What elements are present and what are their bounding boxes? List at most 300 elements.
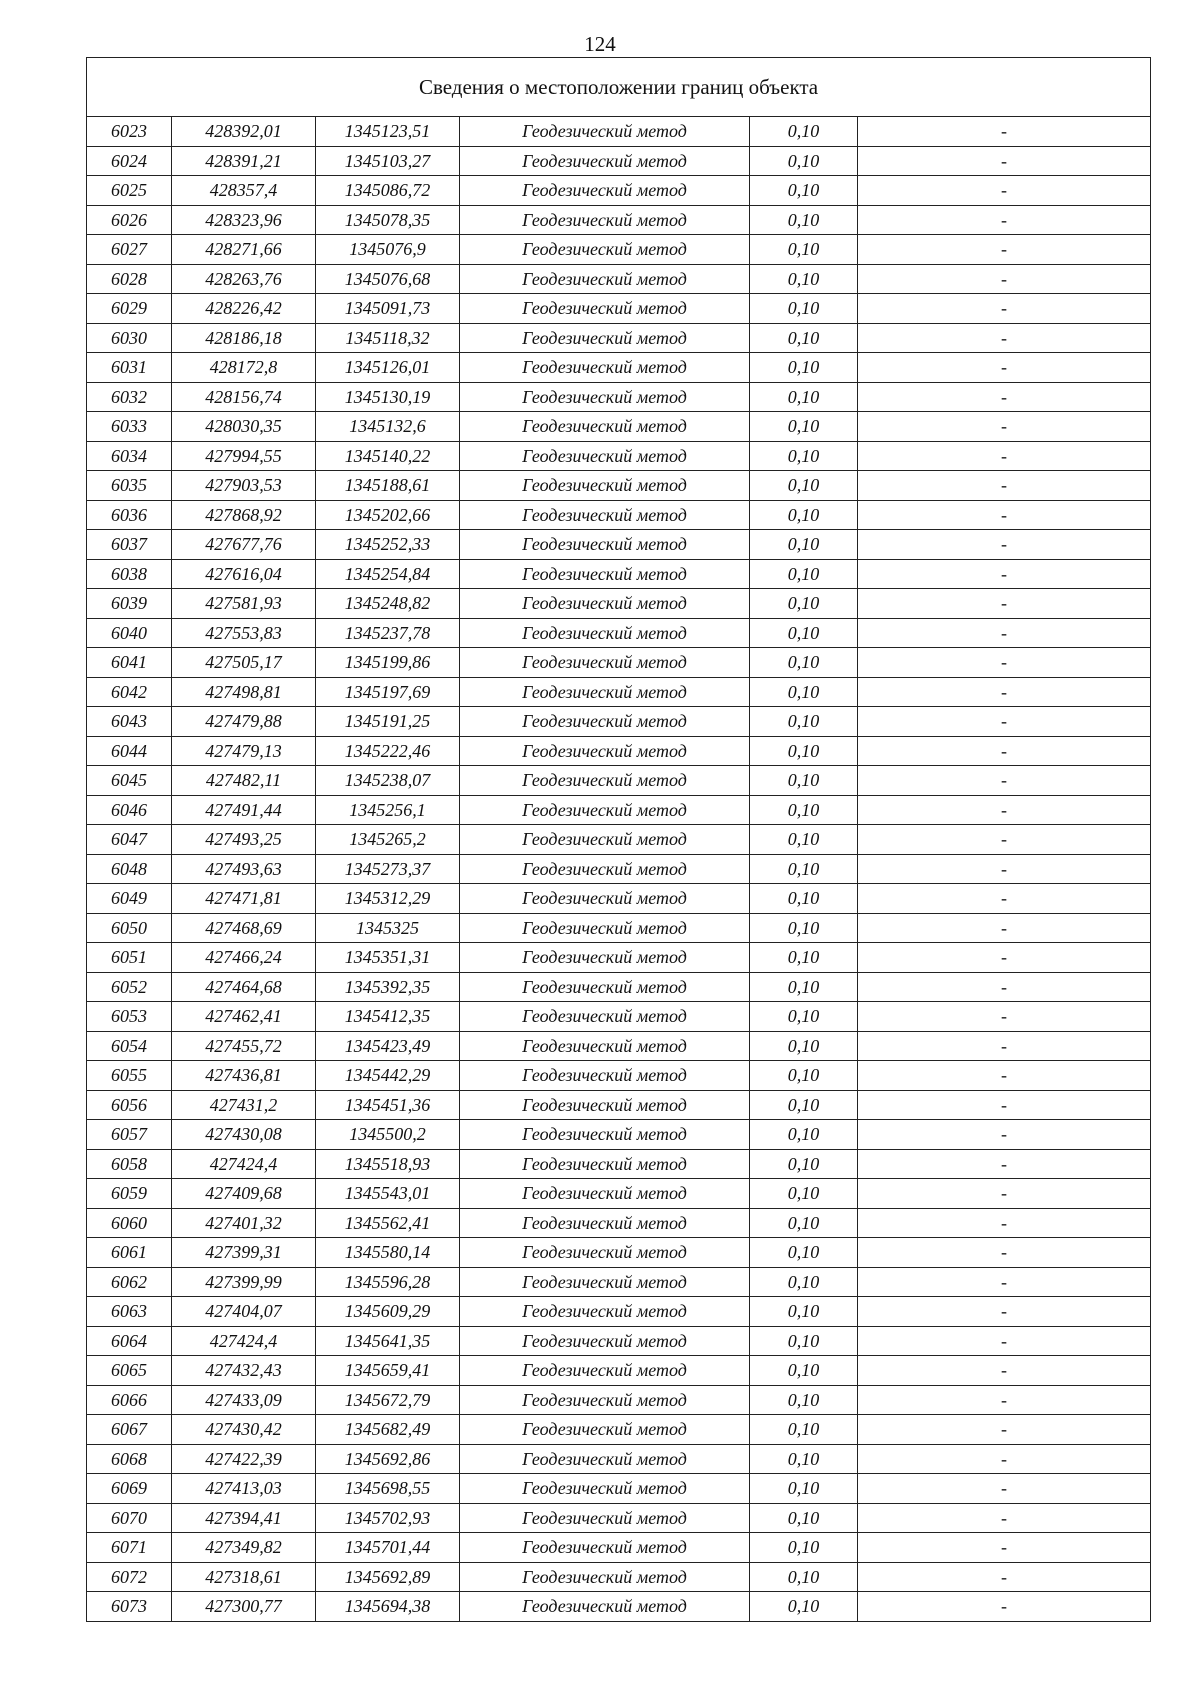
y-coordinate-cell: 1345130,19 [316, 382, 460, 412]
description-cell: - [858, 500, 1151, 530]
table-row [87, 1002, 1151, 1032]
y-coordinate-cell: 1345392,35 [316, 972, 460, 1002]
point-number-cell: 6044 [87, 736, 172, 766]
description-cell: - [858, 766, 1151, 796]
point-number-cell: 6032 [87, 382, 172, 412]
x-coordinate-cell: 428030,35 [172, 412, 316, 442]
description-cell: - [858, 264, 1151, 294]
table-row [87, 648, 1151, 678]
accuracy-cell: 0,10 [750, 353, 858, 383]
description-cell: - [858, 235, 1151, 265]
accuracy-cell: 0,10 [750, 1297, 858, 1327]
point-number-cell: 6058 [87, 1149, 172, 1179]
point-number-cell: 6023 [87, 117, 172, 147]
table-title-row [87, 58, 1151, 117]
method-cell: Геодезический метод [460, 677, 750, 707]
accuracy-cell: 0,10 [750, 1208, 858, 1238]
table-row [87, 559, 1151, 589]
accuracy-cell: 0,10 [750, 1385, 858, 1415]
table-row [87, 1444, 1151, 1474]
accuracy-cell: 0,10 [750, 1238, 858, 1268]
x-coordinate-cell: 427868,92 [172, 500, 316, 530]
x-coordinate-cell: 427318,61 [172, 1562, 316, 1592]
point-number-cell: 6036 [87, 500, 172, 530]
x-coordinate-cell: 427404,07 [172, 1297, 316, 1327]
boundary-coordinates-table [86, 57, 1151, 1622]
y-coordinate-cell: 1345252,33 [316, 530, 460, 560]
accuracy-cell: 0,10 [750, 913, 858, 943]
table-row [87, 618, 1151, 648]
description-cell: - [858, 1326, 1151, 1356]
x-coordinate-cell: 427498,81 [172, 677, 316, 707]
table-row [87, 1474, 1151, 1504]
y-coordinate-cell: 1345518,93 [316, 1149, 460, 1179]
description-cell: - [858, 294, 1151, 324]
point-number-cell: 6072 [87, 1562, 172, 1592]
description-cell: - [858, 412, 1151, 442]
accuracy-cell: 0,10 [750, 795, 858, 825]
description-cell: - [858, 1149, 1151, 1179]
accuracy-cell: 0,10 [750, 825, 858, 855]
method-cell: Геодезический метод [460, 884, 750, 914]
method-cell: Геодезический метод [460, 176, 750, 206]
method-cell: Геодезический метод [460, 1179, 750, 1209]
accuracy-cell: 0,10 [750, 1149, 858, 1179]
description-cell: - [858, 884, 1151, 914]
method-cell: Геодезический метод [460, 1474, 750, 1504]
y-coordinate-cell: 1345118,32 [316, 323, 460, 353]
y-coordinate-cell: 1345500,2 [316, 1120, 460, 1150]
table-row [87, 1179, 1151, 1209]
y-coordinate-cell: 1345254,84 [316, 559, 460, 589]
table-row [87, 353, 1151, 383]
description-cell: - [858, 1444, 1151, 1474]
point-number-cell: 6051 [87, 943, 172, 973]
x-coordinate-cell: 428271,66 [172, 235, 316, 265]
method-cell: Геодезический метод [460, 648, 750, 678]
description-cell: - [858, 1533, 1151, 1563]
accuracy-cell: 0,10 [750, 1562, 858, 1592]
point-number-cell: 6042 [87, 677, 172, 707]
table-row [87, 1415, 1151, 1445]
y-coordinate-cell: 1345132,6 [316, 412, 460, 442]
method-cell: Геодезический метод [460, 559, 750, 589]
description-cell: - [858, 1238, 1151, 1268]
table-row [87, 884, 1151, 914]
description-cell: - [858, 530, 1151, 560]
method-cell: Геодезический метод [460, 943, 750, 973]
table-row [87, 943, 1151, 973]
method-cell: Геодезический метод [460, 1149, 750, 1179]
method-cell: Геодезический метод [460, 1356, 750, 1386]
point-number-cell: 6059 [87, 1179, 172, 1209]
table-row [87, 1503, 1151, 1533]
method-cell: Геодезический метод [460, 323, 750, 353]
accuracy-cell: 0,10 [750, 589, 858, 619]
table-title: Сведения о местоположении границ объекта [87, 58, 1151, 117]
table-row [87, 795, 1151, 825]
x-coordinate-cell: 427401,32 [172, 1208, 316, 1238]
point-number-cell: 6048 [87, 854, 172, 884]
x-coordinate-cell: 427413,03 [172, 1474, 316, 1504]
method-cell: Геодезический метод [460, 1267, 750, 1297]
description-cell: - [858, 353, 1151, 383]
method-cell: Геодезический метод [460, 117, 750, 147]
method-cell: Геодезический метод [460, 854, 750, 884]
y-coordinate-cell: 1345188,61 [316, 471, 460, 501]
x-coordinate-cell: 427436,81 [172, 1061, 316, 1091]
y-coordinate-cell: 1345412,35 [316, 1002, 460, 1032]
method-cell: Геодезический метод [460, 825, 750, 855]
method-cell: Геодезический метод [460, 795, 750, 825]
accuracy-cell: 0,10 [750, 884, 858, 914]
x-coordinate-cell: 427300,77 [172, 1592, 316, 1622]
x-coordinate-cell: 428391,21 [172, 146, 316, 176]
description-cell: - [858, 1031, 1151, 1061]
method-cell: Геодезический метод [460, 589, 750, 619]
method-cell: Геодезический метод [460, 382, 750, 412]
method-cell: Геодезический метод [460, 766, 750, 796]
point-number-cell: 6064 [87, 1326, 172, 1356]
point-number-cell: 6031 [87, 353, 172, 383]
accuracy-cell: 0,10 [750, 146, 858, 176]
x-coordinate-cell: 427432,43 [172, 1356, 316, 1386]
x-coordinate-cell: 427399,99 [172, 1267, 316, 1297]
description-cell: - [858, 1179, 1151, 1209]
point-number-cell: 6069 [87, 1474, 172, 1504]
x-coordinate-cell: 427349,82 [172, 1533, 316, 1563]
table-row [87, 1562, 1151, 1592]
table-row [87, 854, 1151, 884]
method-cell: Геодезический метод [460, 972, 750, 1002]
description-cell: - [858, 205, 1151, 235]
y-coordinate-cell: 1345256,1 [316, 795, 460, 825]
method-cell: Геодезический метод [460, 146, 750, 176]
table-row [87, 1238, 1151, 1268]
table-row [87, 471, 1151, 501]
x-coordinate-cell: 427482,11 [172, 766, 316, 796]
description-cell: - [858, 1267, 1151, 1297]
table-row [87, 1149, 1151, 1179]
method-cell: Геодезический метод [460, 1444, 750, 1474]
y-coordinate-cell: 1345078,35 [316, 205, 460, 235]
accuracy-cell: 0,10 [750, 972, 858, 1002]
description-cell: - [858, 323, 1151, 353]
point-number-cell: 6033 [87, 412, 172, 442]
x-coordinate-cell: 427491,44 [172, 795, 316, 825]
point-number-cell: 6045 [87, 766, 172, 796]
method-cell: Геодезический метод [460, 1120, 750, 1150]
table-row [87, 736, 1151, 766]
accuracy-cell: 0,10 [750, 766, 858, 796]
table-row [87, 382, 1151, 412]
accuracy-cell: 0,10 [750, 1090, 858, 1120]
description-cell: - [858, 382, 1151, 412]
point-number-cell: 6043 [87, 707, 172, 737]
method-cell: Геодезический метод [460, 441, 750, 471]
y-coordinate-cell: 1345701,44 [316, 1533, 460, 1563]
description-cell: - [858, 146, 1151, 176]
y-coordinate-cell: 1345140,22 [316, 441, 460, 471]
method-cell: Геодезический метод [460, 1090, 750, 1120]
accuracy-cell: 0,10 [750, 736, 858, 766]
accuracy-cell: 0,10 [750, 1120, 858, 1150]
accuracy-cell: 0,10 [750, 412, 858, 442]
method-cell: Геодезический метод [460, 1031, 750, 1061]
y-coordinate-cell: 1345222,46 [316, 736, 460, 766]
table-row [87, 972, 1151, 1002]
accuracy-cell: 0,10 [750, 235, 858, 265]
method-cell: Геодезический метод [460, 1592, 750, 1622]
table-row [87, 1385, 1151, 1415]
x-coordinate-cell: 427422,39 [172, 1444, 316, 1474]
x-coordinate-cell: 428392,01 [172, 117, 316, 147]
point-number-cell: 6067 [87, 1415, 172, 1445]
y-coordinate-cell: 1345694,38 [316, 1592, 460, 1622]
description-cell: - [858, 1120, 1151, 1150]
point-number-cell: 6053 [87, 1002, 172, 1032]
table-row [87, 146, 1151, 176]
method-cell: Геодезический метод [460, 1326, 750, 1356]
y-coordinate-cell: 1345202,66 [316, 500, 460, 530]
point-number-cell: 6029 [87, 294, 172, 324]
accuracy-cell: 0,10 [750, 1356, 858, 1386]
accuracy-cell: 0,10 [750, 294, 858, 324]
point-number-cell: 6041 [87, 648, 172, 678]
accuracy-cell: 0,10 [750, 1415, 858, 1445]
description-cell: - [858, 943, 1151, 973]
y-coordinate-cell: 1345351,31 [316, 943, 460, 973]
point-number-cell: 6038 [87, 559, 172, 589]
y-coordinate-cell: 1345076,68 [316, 264, 460, 294]
point-number-cell: 6068 [87, 1444, 172, 1474]
method-cell: Геодезический метод [460, 205, 750, 235]
description-cell: - [858, 1474, 1151, 1504]
y-coordinate-cell: 1345273,37 [316, 854, 460, 884]
accuracy-cell: 0,10 [750, 1061, 858, 1091]
y-coordinate-cell: 1345580,14 [316, 1238, 460, 1268]
table-row [87, 589, 1151, 619]
description-cell: - [858, 1503, 1151, 1533]
point-number-cell: 6039 [87, 589, 172, 619]
y-coordinate-cell: 1345641,35 [316, 1326, 460, 1356]
point-number-cell: 6073 [87, 1592, 172, 1622]
method-cell: Геодезический метод [460, 1002, 750, 1032]
point-number-cell: 6046 [87, 795, 172, 825]
y-coordinate-cell: 1345609,29 [316, 1297, 460, 1327]
table-row [87, 323, 1151, 353]
point-number-cell: 6040 [87, 618, 172, 648]
table-row [87, 294, 1151, 324]
y-coordinate-cell: 1345199,86 [316, 648, 460, 678]
y-coordinate-cell: 1345076,9 [316, 235, 460, 265]
table-row [87, 176, 1151, 206]
description-cell: - [858, 1297, 1151, 1327]
y-coordinate-cell: 1345423,49 [316, 1031, 460, 1061]
x-coordinate-cell: 427409,68 [172, 1179, 316, 1209]
accuracy-cell: 0,10 [750, 648, 858, 678]
description-cell: - [858, 707, 1151, 737]
accuracy-cell: 0,10 [750, 117, 858, 147]
x-coordinate-cell: 427616,04 [172, 559, 316, 589]
description-cell: - [858, 441, 1151, 471]
y-coordinate-cell: 1345692,86 [316, 1444, 460, 1474]
x-coordinate-cell: 427493,63 [172, 854, 316, 884]
method-cell: Геодезический метод [460, 264, 750, 294]
x-coordinate-cell: 427505,17 [172, 648, 316, 678]
method-cell: Геодезический метод [460, 1061, 750, 1091]
y-coordinate-cell: 1345248,82 [316, 589, 460, 619]
x-coordinate-cell: 427479,13 [172, 736, 316, 766]
accuracy-cell: 0,10 [750, 471, 858, 501]
point-number-cell: 6055 [87, 1061, 172, 1091]
y-coordinate-cell: 1345672,79 [316, 1385, 460, 1415]
x-coordinate-cell: 427581,93 [172, 589, 316, 619]
accuracy-cell: 0,10 [750, 500, 858, 530]
table-row [87, 235, 1151, 265]
accuracy-cell: 0,10 [750, 707, 858, 737]
x-coordinate-cell: 427394,41 [172, 1503, 316, 1533]
x-coordinate-cell: 428357,4 [172, 176, 316, 206]
point-number-cell: 6026 [87, 205, 172, 235]
accuracy-cell: 0,10 [750, 559, 858, 589]
point-number-cell: 6070 [87, 1503, 172, 1533]
accuracy-cell: 0,10 [750, 1002, 858, 1032]
y-coordinate-cell: 1345562,41 [316, 1208, 460, 1238]
y-coordinate-cell: 1345451,36 [316, 1090, 460, 1120]
accuracy-cell: 0,10 [750, 176, 858, 206]
accuracy-cell: 0,10 [750, 205, 858, 235]
description-cell: - [858, 1356, 1151, 1386]
description-cell: - [858, 677, 1151, 707]
x-coordinate-cell: 428263,76 [172, 264, 316, 294]
x-coordinate-cell: 427468,69 [172, 913, 316, 943]
method-cell: Геодезический метод [460, 1297, 750, 1327]
point-number-cell: 6028 [87, 264, 172, 294]
accuracy-cell: 0,10 [750, 1179, 858, 1209]
y-coordinate-cell: 1345238,07 [316, 766, 460, 796]
description-cell: - [858, 559, 1151, 589]
x-coordinate-cell: 428226,42 [172, 294, 316, 324]
description-cell: - [858, 1208, 1151, 1238]
x-coordinate-cell: 427553,83 [172, 618, 316, 648]
accuracy-cell: 0,10 [750, 323, 858, 353]
y-coordinate-cell: 1345543,01 [316, 1179, 460, 1209]
x-coordinate-cell: 427433,09 [172, 1385, 316, 1415]
accuracy-cell: 0,10 [750, 1031, 858, 1061]
description-cell: - [858, 1385, 1151, 1415]
y-coordinate-cell: 1345191,25 [316, 707, 460, 737]
method-cell: Геодезический метод [460, 1503, 750, 1533]
y-coordinate-cell: 1345442,29 [316, 1061, 460, 1091]
page-number: 124 [584, 32, 616, 56]
method-cell: Геодезический метод [460, 412, 750, 442]
method-cell: Геодезический метод [460, 1238, 750, 1268]
y-coordinate-cell: 1345197,69 [316, 677, 460, 707]
y-coordinate-cell: 1345312,29 [316, 884, 460, 914]
point-number-cell: 6071 [87, 1533, 172, 1563]
point-number-cell: 6024 [87, 146, 172, 176]
table-row [87, 1592, 1151, 1622]
table-row [87, 1533, 1151, 1563]
y-coordinate-cell: 1345237,78 [316, 618, 460, 648]
x-coordinate-cell: 427677,76 [172, 530, 316, 560]
description-cell: - [858, 854, 1151, 884]
method-cell: Геодезический метод [460, 1415, 750, 1445]
x-coordinate-cell: 427399,31 [172, 1238, 316, 1268]
table-row [87, 1267, 1151, 1297]
accuracy-cell: 0,10 [750, 854, 858, 884]
method-cell: Геодезический метод [460, 736, 750, 766]
point-number-cell: 6052 [87, 972, 172, 1002]
method-cell: Геодезический метод [460, 235, 750, 265]
description-cell: - [858, 1002, 1151, 1032]
point-number-cell: 6049 [87, 884, 172, 914]
method-cell: Геодезический метод [460, 707, 750, 737]
table-row [87, 825, 1151, 855]
description-cell: - [858, 736, 1151, 766]
table-row [87, 530, 1151, 560]
accuracy-cell: 0,10 [750, 264, 858, 294]
accuracy-cell: 0,10 [750, 1444, 858, 1474]
method-cell: Геодезический метод [460, 618, 750, 648]
point-number-cell: 6054 [87, 1031, 172, 1061]
table-row [87, 264, 1151, 294]
description-cell: - [858, 795, 1151, 825]
method-cell: Геодезический метод [460, 500, 750, 530]
method-cell: Геодезический метод [460, 1208, 750, 1238]
method-cell: Геодезический метод [460, 530, 750, 560]
y-coordinate-cell: 1345596,28 [316, 1267, 460, 1297]
table-row [87, 677, 1151, 707]
table-row [87, 1031, 1151, 1061]
description-cell: - [858, 1415, 1151, 1445]
y-coordinate-cell: 1345325 [316, 913, 460, 943]
x-coordinate-cell: 427493,25 [172, 825, 316, 855]
method-cell: Геодезический метод [460, 471, 750, 501]
x-coordinate-cell: 427430,08 [172, 1120, 316, 1150]
point-number-cell: 6056 [87, 1090, 172, 1120]
point-number-cell: 6034 [87, 441, 172, 471]
y-coordinate-cell: 1345086,72 [316, 176, 460, 206]
table-row [87, 412, 1151, 442]
method-cell: Геодезический метод [460, 294, 750, 324]
table-row [87, 913, 1151, 943]
table-row [87, 766, 1151, 796]
table-body [87, 117, 1151, 1622]
point-number-cell: 6035 [87, 471, 172, 501]
point-number-cell: 6063 [87, 1297, 172, 1327]
x-coordinate-cell: 427431,2 [172, 1090, 316, 1120]
method-cell: Геодезический метод [460, 1533, 750, 1563]
accuracy-cell: 0,10 [750, 1326, 858, 1356]
accuracy-cell: 0,10 [750, 441, 858, 471]
y-coordinate-cell: 1345091,73 [316, 294, 460, 324]
description-cell: - [858, 825, 1151, 855]
table-row [87, 117, 1151, 147]
method-cell: Геодезический метод [460, 353, 750, 383]
description-cell: - [858, 589, 1151, 619]
x-coordinate-cell: 427994,55 [172, 441, 316, 471]
x-coordinate-cell: 427462,41 [172, 1002, 316, 1032]
method-cell: Геодезический метод [460, 913, 750, 943]
accuracy-cell: 0,10 [750, 943, 858, 973]
point-number-cell: 6030 [87, 323, 172, 353]
description-cell: - [858, 648, 1151, 678]
accuracy-cell: 0,10 [750, 1474, 858, 1504]
accuracy-cell: 0,10 [750, 1503, 858, 1533]
description-cell: - [858, 618, 1151, 648]
